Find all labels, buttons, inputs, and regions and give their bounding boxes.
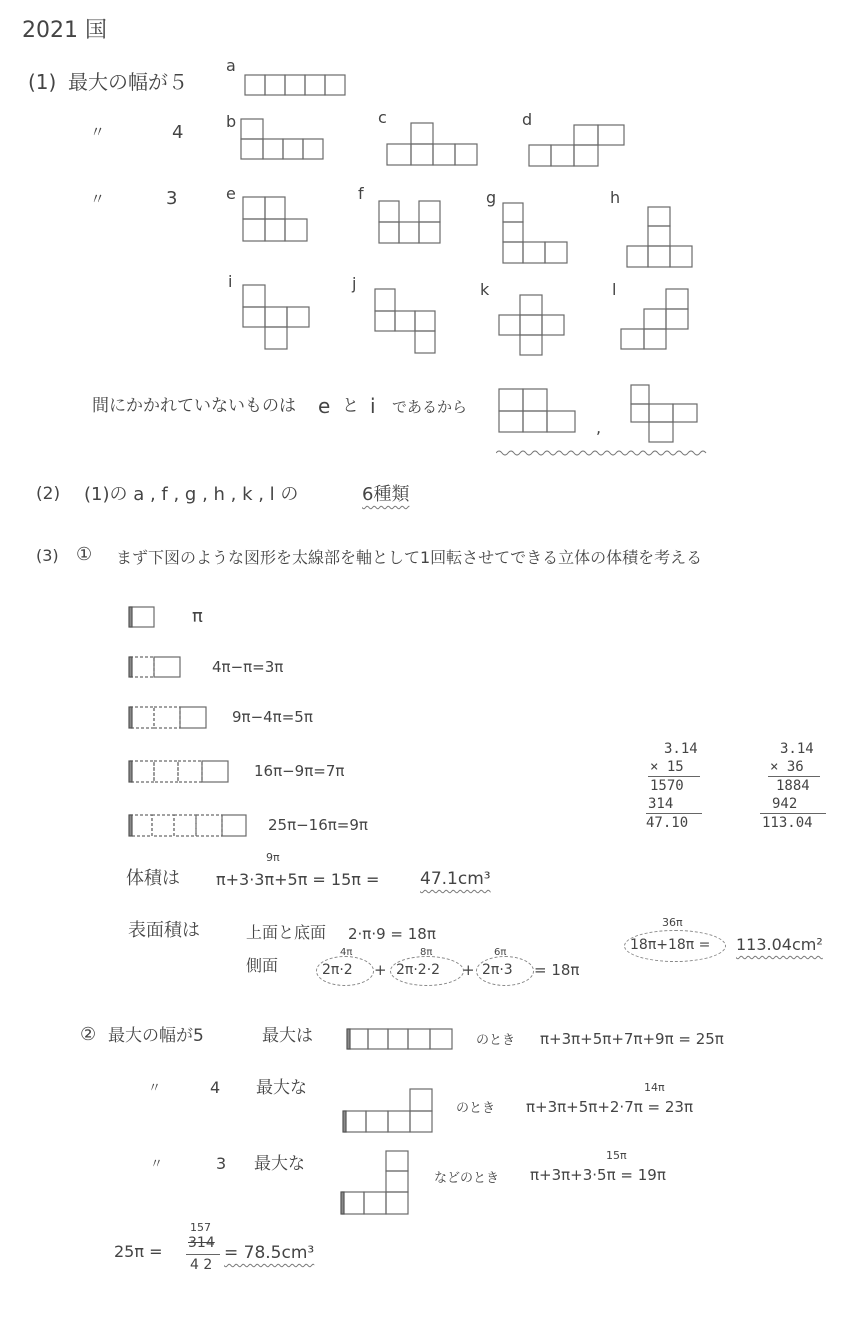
- plus-sign: +: [374, 961, 387, 979]
- net-label-g: g: [486, 188, 497, 207]
- net-label-h: h: [610, 188, 621, 207]
- top-bottom-expression: 2·π·9 = 18π: [348, 925, 436, 943]
- conclusion-to: と: [342, 396, 359, 416]
- sub2-when-1: のとき: [476, 1033, 516, 1048]
- ditto-mark: 〃: [150, 1157, 164, 1172]
- width-3-label: 3: [166, 188, 178, 209]
- side-annotation-1: 4π: [340, 947, 353, 958]
- wavy-underline: [496, 448, 708, 458]
- sub2-expression-1: π+3π+5π+7π+9π = 25π: [540, 1030, 724, 1048]
- part2-text: (1)の a , f , g , h , k , l の: [84, 484, 299, 505]
- rotation-figure-4: [128, 760, 232, 786]
- volume-expression: π+3·3π+5π = 15π =: [216, 870, 380, 889]
- net-c: [386, 122, 480, 168]
- rotation-row-4: 16π−9π=7π: [254, 762, 345, 780]
- net-h: [626, 206, 696, 270]
- side-label: 側面: [246, 956, 279, 975]
- top-bottom-label: 上面と底面: [246, 923, 327, 942]
- net-k: [498, 294, 566, 358]
- final-cancel-numerator: 157: [190, 1221, 211, 1234]
- rotation-row-2: 4π−π=3π: [212, 658, 284, 676]
- part3-label: (3): [36, 546, 59, 565]
- final-answer: = 78.5cm³: [224, 1243, 315, 1263]
- sub2-figure-1: [346, 1028, 458, 1052]
- width-4-label: 4: [172, 122, 184, 143]
- conclusion-tail: であるから: [392, 398, 468, 416]
- side-term-3: 2π·3: [482, 962, 513, 978]
- conclusion-i: i: [370, 394, 376, 418]
- conclusion-e: e: [318, 394, 331, 418]
- rotation-row-1: π: [192, 606, 203, 627]
- net-label-k: k: [480, 280, 490, 299]
- sub2-when-3: などのとき: [434, 1171, 500, 1186]
- final-lhs: 25π =: [114, 1242, 163, 1261]
- net-e: [242, 196, 310, 246]
- side-term-1: 2π·2: [322, 962, 353, 978]
- net-label-l: l: [612, 280, 617, 299]
- sub2-expression-3: π+3π+3·5π = 19π: [530, 1166, 666, 1184]
- net-g: [502, 202, 570, 266]
- part3-sub1-label: ①: [76, 544, 93, 565]
- side-term-2: 2π·2·2: [396, 962, 441, 978]
- rotation-figure-1: [128, 606, 158, 630]
- net-l: [620, 288, 692, 352]
- net-label-b: b: [226, 112, 237, 131]
- rotation-row-3: 9π−4π=5π: [232, 708, 313, 726]
- net-f: [378, 200, 444, 246]
- net-label-a: a: [226, 56, 236, 75]
- side-result: = 18π: [534, 961, 580, 979]
- sub2-width5-label: 最大の幅が5: [108, 1026, 204, 1046]
- net-d: [528, 124, 628, 170]
- sub2-max-label-3: 最大な: [254, 1154, 305, 1174]
- conclusion-net-e: [498, 388, 580, 436]
- sub2-annotation-3: 15π: [606, 1149, 627, 1162]
- net-b: [240, 118, 330, 164]
- sub2-max-label-2: 最大な: [256, 1078, 307, 1098]
- surface-label: 表面積は: [128, 920, 200, 941]
- volume-label: 体積は: [126, 868, 180, 889]
- sub2-figure-2: [342, 1088, 438, 1136]
- part3-sub1-text: まず下図のような図形を太線部を軸として1回転させてできる立体の体積を考える: [116, 548, 703, 567]
- ditto-mark: 〃: [90, 123, 106, 141]
- part2-label: (2): [36, 484, 61, 504]
- net-label-j: j: [352, 274, 357, 293]
- net-label-e: e: [226, 184, 236, 203]
- net-a: [244, 74, 348, 98]
- ditto-mark: 〃: [90, 190, 106, 208]
- sub2-when-2: のとき: [456, 1101, 496, 1116]
- conclusion-net-i: [630, 384, 702, 446]
- net-label-c: c: [378, 108, 387, 127]
- rotation-row-5: 25π−16π=9π: [268, 816, 368, 834]
- ditto-mark: 〃: [148, 1081, 162, 1096]
- rotation-figure-2: [128, 656, 184, 680]
- part1-label: (1): [28, 70, 57, 94]
- surface-answer: 113.04cm²: [736, 935, 823, 954]
- sub2-figure-3: [340, 1150, 412, 1218]
- conclusion-comma: ,: [596, 418, 602, 437]
- net-label-i: i: [228, 272, 233, 291]
- net-i: [242, 284, 312, 352]
- page-title: 2021 国: [22, 18, 107, 43]
- net-label-f: f: [358, 184, 364, 203]
- sub2-width-3: 3: [216, 1154, 227, 1173]
- rotation-figure-3: [128, 706, 210, 732]
- volume-answer: 47.1cm³: [420, 869, 491, 889]
- part3-sub2-label: ②: [80, 1024, 97, 1045]
- final-fraction-bottom: 4 2: [190, 1257, 213, 1273]
- sub2-max-label-1: 最大は: [262, 1026, 313, 1046]
- side-annotation-3: 6π: [494, 947, 507, 958]
- part2-answer: 6種類: [362, 484, 410, 505]
- side-annotation-2: 8π: [420, 947, 433, 958]
- plus-sign: +: [462, 961, 475, 979]
- sub2-expression-2: π+3π+5π+2·7π = 23π: [526, 1098, 693, 1116]
- net-j: [374, 288, 438, 356]
- sub2-width-4: 4: [210, 1078, 221, 1097]
- net-label-d: d: [522, 110, 533, 129]
- part1-width5-label: 最大の幅が５: [68, 70, 188, 94]
- rotation-figure-5: [128, 814, 250, 840]
- volume-annotation: 9π: [266, 851, 280, 864]
- final-fraction-top: 314: [188, 1235, 215, 1251]
- conclusion-text: 間にかかれていないものは: [92, 396, 296, 416]
- surface-sum: 18π+18π =: [630, 937, 711, 953]
- sub2-annotation-2: 14π: [644, 1081, 665, 1094]
- surface-sum-annotation: 36π: [662, 916, 683, 929]
